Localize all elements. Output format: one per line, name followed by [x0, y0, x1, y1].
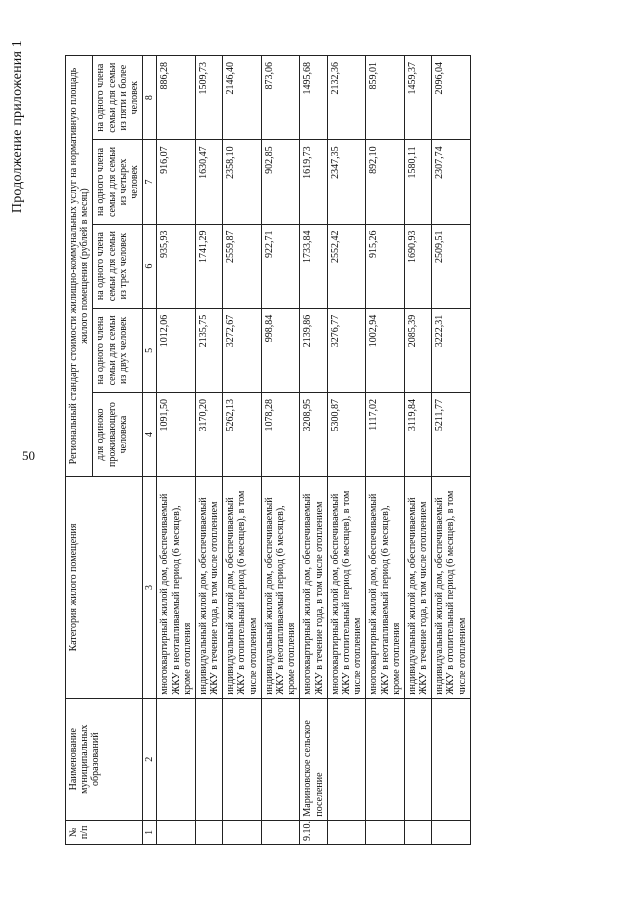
cost-value: 1630,47: [195, 140, 222, 224]
cost-value: 1078,28: [261, 392, 300, 476]
cost-value: 915,26: [366, 224, 405, 308]
municipality-name: [366, 698, 405, 820]
table-row: [366, 56, 405, 845]
column-number: 1: [143, 820, 157, 844]
municipality-name: Мариновское сельское поселение: [300, 698, 327, 820]
cost-value: 2085,39: [404, 308, 431, 392]
row-number: [404, 820, 431, 844]
cost-value: 1117,02: [366, 392, 405, 476]
housing-category: индивидуальный жилой дом, обеспечиваемый ЖКУ в отопительный период (6 месяцев), в том числе отоплением: [432, 477, 471, 699]
cost-value: 2358,10: [223, 140, 262, 224]
cost-value: 1012,06: [157, 308, 196, 392]
continuation-title: Продолжение приложения 1: [10, 40, 25, 214]
housing-category: многоквартирный жилой дом, обеспечиваемый ЖКУ в неотапливаемый период (6 месяцев), кроме отопления: [157, 477, 196, 699]
cost-value: 2509,51: [432, 224, 471, 308]
cost-value: 2096,04: [432, 56, 471, 140]
cost-value: 886,28: [157, 56, 196, 140]
row-number: [195, 820, 222, 844]
table-row: [223, 56, 262, 845]
cost-value: 1091,50: [157, 392, 196, 476]
column-number-row: [143, 56, 157, 845]
cost-value: 2135,75: [195, 308, 222, 392]
cost-value: 5262,13: [223, 392, 262, 476]
cost-value: 1741,29: [195, 224, 222, 308]
table-row: [157, 56, 196, 845]
cost-value: 998,84: [261, 308, 300, 392]
housing-category: индивидуальный жилой дом, обеспечиваемый ЖКУ в течение года, в том числе отоплением: [404, 477, 431, 699]
cost-value: 3208,95: [300, 392, 327, 476]
cost-value: 873,06: [261, 56, 300, 140]
header-sub-2: на одного члена семьи для семьи из двух человек: [93, 308, 143, 392]
cost-value: 916,07: [157, 140, 196, 224]
cost-value: 2552,42: [327, 224, 366, 308]
cost-value: 1002,94: [366, 308, 405, 392]
housing-category: многоквартирный жилой дом, обеспечиваемый ЖКУ в отопительный период (6 месяцев), в том числе отоплением: [327, 477, 366, 699]
municipality-name: [327, 698, 366, 820]
header-number: № п/п: [66, 820, 143, 844]
column-number: 2: [143, 698, 157, 820]
municipality-name: [223, 698, 262, 820]
table-row: [432, 56, 471, 845]
header-sub-3: на одного члена семьи для семьи из трех человек: [93, 224, 143, 308]
cost-value: 1733,84: [300, 224, 327, 308]
column-number: 5: [143, 308, 157, 392]
cost-value: 2559,87: [223, 224, 262, 308]
row-number: 9.10.: [300, 820, 327, 844]
header-sub-4: на одного члена семьи для семьи из четырех человек: [93, 140, 143, 224]
housing-category: индивидуальный жилой дом, обеспечиваемый ЖКУ в неотапливаемый период (6 месяцев), кроме отопления: [261, 477, 300, 699]
municipality-name: [404, 698, 431, 820]
municipality-name: [195, 698, 222, 820]
header-municipality: Наименование муниципальных образований: [66, 698, 143, 820]
page-number: 50: [22, 448, 35, 463]
cost-value: 2347,35: [327, 140, 366, 224]
cost-value: 859,01: [366, 56, 405, 140]
cost-value: 2132,36: [327, 56, 366, 140]
cost-value: 922,71: [261, 224, 300, 308]
cost-value: 3276,77: [327, 308, 366, 392]
municipality-name: [157, 698, 196, 820]
cost-value: 2307,74: [432, 140, 471, 224]
housing-cost-table: [65, 55, 471, 845]
table-row: [300, 56, 327, 845]
column-number: 4: [143, 392, 157, 476]
table-row: [261, 56, 300, 845]
cost-value: 1619,73: [300, 140, 327, 224]
header-sub-5: на одного члена семьи для семьи из пяти и более человек: [93, 56, 143, 140]
cost-value: 902,85: [261, 140, 300, 224]
header-regional-standard: Региональный стандарт стоимости жилищно-коммунальных услуг на нормативную площадь жилого помещения (рублей в месяц): [66, 56, 93, 477]
column-number: 3: [143, 477, 157, 699]
municipality-name: [261, 698, 300, 820]
row-number: [157, 820, 196, 844]
housing-category: многоквартирный жилой дом, обеспечиваемый ЖКУ в неотапливаемый период (6 месяцев), кроме отопления: [366, 477, 405, 699]
housing-category: индивидуальный жилой дом, обеспечиваемый ЖКУ в отопительный период (6 месяцев), в том числе отоплением: [223, 477, 262, 699]
cost-value: 3222,31: [432, 308, 471, 392]
header-sub-1: для одиноко проживающего человека: [93, 392, 143, 476]
cost-value: 1459,37: [404, 56, 431, 140]
table-body: [157, 56, 471, 845]
cost-value: 2139,86: [300, 308, 327, 392]
municipality-name: [432, 698, 471, 820]
cost-value: 892,10: [366, 140, 405, 224]
cost-value: 3272,67: [223, 308, 262, 392]
cost-value: 1495,68: [300, 56, 327, 140]
cost-value: 3170,20: [195, 392, 222, 476]
table-row: [327, 56, 366, 845]
housing-category: индивидуальный жилой дом, обеспечиваемый ЖКУ в течение года, в том числе отоплением: [195, 477, 222, 699]
row-number: [327, 820, 366, 844]
table-row: [404, 56, 431, 845]
cost-value: 935,93: [157, 224, 196, 308]
row-number: [223, 820, 262, 844]
cost-value: 5211,77: [432, 392, 471, 476]
cost-value: 1690,93: [404, 224, 431, 308]
row-number: [261, 820, 300, 844]
cost-value: 1580,11: [404, 140, 431, 224]
header-category: Категория жилого помещения: [66, 477, 143, 699]
housing-category: многоквартирный жилой дом, обеспечиваемый ЖКУ в течение года, в том числе отоплением: [300, 477, 327, 699]
cost-value: 1509,73: [195, 56, 222, 140]
cost-value: 2146,40: [223, 56, 262, 140]
table-row: [195, 56, 222, 845]
cost-value: 3119,84: [404, 392, 431, 476]
cost-value: 5300,87: [327, 392, 366, 476]
column-number: 8: [143, 56, 157, 140]
row-number: [432, 820, 471, 844]
row-number: [366, 820, 405, 844]
column-number: 6: [143, 224, 157, 308]
column-number: 7: [143, 140, 157, 224]
